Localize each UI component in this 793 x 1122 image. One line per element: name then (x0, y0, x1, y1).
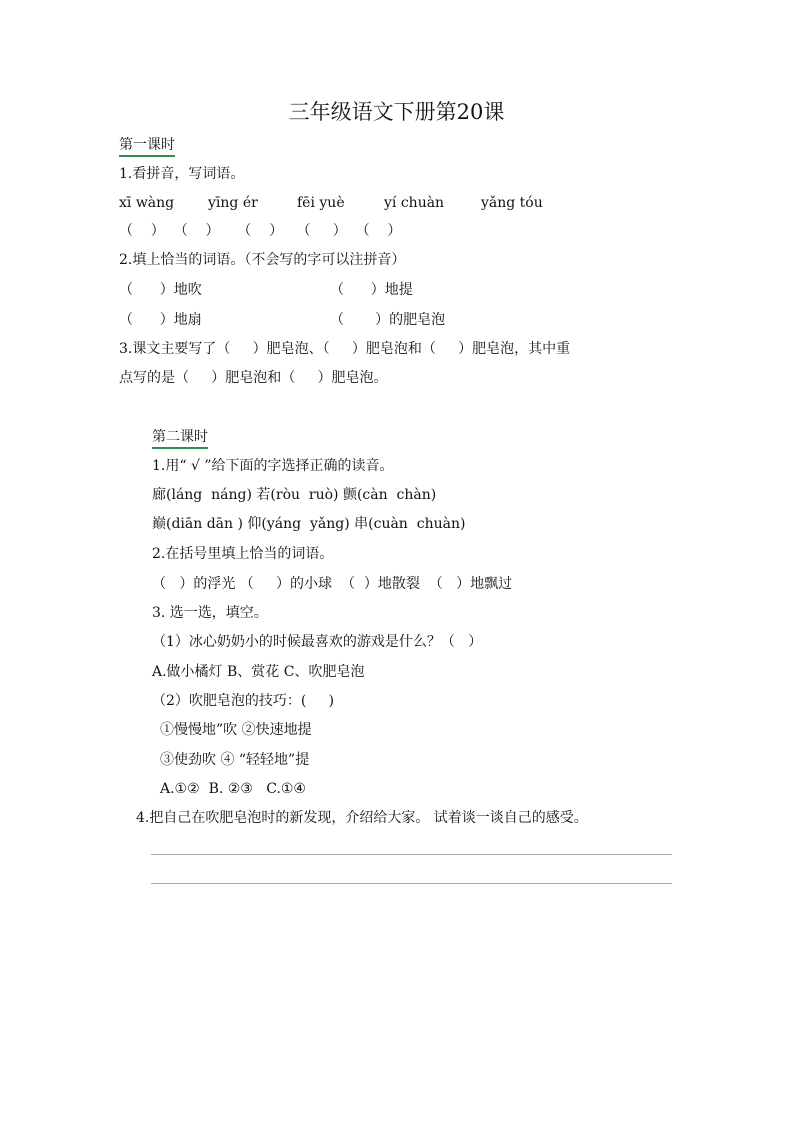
l1-q1-prompt: 1.看拼音，写词语。 (119, 166, 245, 182)
l2-q2-prompt: 2.在括号里填上恰当的词语。 (152, 546, 334, 562)
l2-q4-prompt: 4.把自己在吹肥皂泡时的新发现，介绍给大家。 试着谈一谈自己的感受。 (136, 810, 588, 826)
l2-q2-line: （ ）的浮光 （ ）的小球 （ ）地散裂 （ ）地飘过 (152, 576, 513, 592)
l2-q3-sub2-line2: ③使劲吹 ④ “轻轻地”提 (160, 752, 310, 768)
l2-q1-prompt: 1.用“ √ ”给下面的字选择正确的读音。 (152, 458, 394, 474)
l2-q3-sub2-options: A.①② B. ②③ C.①④ (160, 781, 306, 797)
l1-q2-item-paopao: （ ）的肥皂泡 (330, 312, 446, 328)
answer-line (151, 883, 672, 884)
pinyin-xiwang: xī wàng (119, 195, 175, 211)
l2-q1-line2: 巅(diān dān ) 仰(yáng yǎng) 串(cuàn chuàn) (152, 516, 466, 532)
pinyin-yangtou: yǎng tóu (481, 195, 543, 211)
l2-q3-sub1-options: A.做小橘灯 B、赏花 C、吹肥皂泡 (152, 664, 365, 680)
l1-q2-prompt: 2.填上恰当的词语。（不会写的字可以注拼音） (119, 252, 406, 268)
page-title: 三年级语文下册第20课 (288, 100, 505, 124)
l1-q2-item-shan: （ ）地扇 (119, 312, 202, 328)
l1-q1-blanks: （ ） （ ） （ ） （ ） （ ） (119, 223, 402, 239)
pinyin-feiyue: fēi yuè (297, 195, 345, 211)
l1-q3-line2: 点写的是（ ）肥皂泡和（ ）肥皂泡。 (119, 370, 388, 386)
answer-line (151, 854, 672, 855)
l2-q3-sub2-line1: ①慢慢地”吹 ②快速地提 (160, 722, 312, 738)
l2-q3-sub1: （1）冰心奶奶小的时候最喜欢的游戏是什么？（ ） (152, 634, 483, 650)
pinyin-yinger: yīng ér (208, 195, 258, 211)
l1-q2-item-chui: （ ）地吹 (119, 282, 202, 298)
l1-q3-line1: 3.课文主要写了（ ）肥皂泡、（ ）肥皂泡和（ ）肥皂泡，其中重 (119, 341, 571, 357)
l2-q1-line1: 廊(láng náng) 若(ròu ruò) 颤(càn chàn) (152, 487, 437, 503)
lesson2-heading: 第二课时 (152, 428, 208, 449)
l2-q3-sub2: （2）吹肥皂泡的技巧：( ) (152, 693, 335, 709)
pinyin-yichuan: yí chuàn (384, 195, 445, 211)
l1-q2-item-ti: （ ）地提 (330, 282, 413, 298)
lesson1-heading: 第一课时 (119, 136, 175, 157)
l2-q3-prompt: 3. 选一选，填空。 (152, 605, 268, 621)
